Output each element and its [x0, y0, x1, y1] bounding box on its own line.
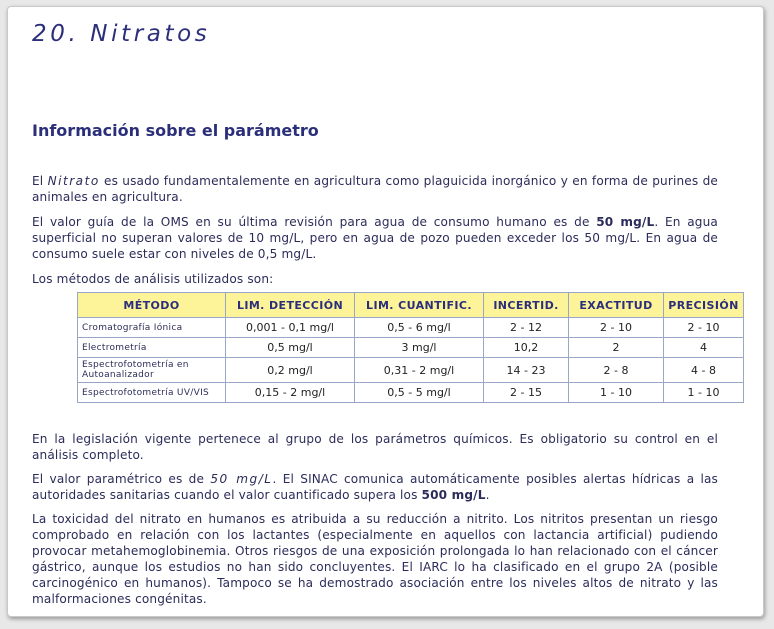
paragraph-parametric-value: El valor paramétrico es de 50 mg/L. El SINAC comunica automáticamente posibles alertas hídricas a las autoridades sanitarias cuando el valor cuantificado supera los 500 mg/L.: [32, 472, 718, 502]
uncertainty-cell: 2 - 15: [484, 383, 569, 403]
guide-value: 50 mg/L: [596, 215, 655, 229]
paragraph-guide-value: El valor guía de la OMS en su última revisión para agua de consumo humano es de 50 mg/L. En agua superficial no superan valores de 10 mg/L, pero en agua de pozo pueden exceder los 50 mg/L. En agua de consumo suele estar con niveles de 0,5 mg/L.: [32, 215, 718, 261]
document-card: [7, 6, 764, 617]
header-detection-limit: LIM. DETECCIÓN: [226, 293, 355, 318]
alert-threshold: 500 mg/L: [421, 488, 486, 502]
method-cell: Espectrofotometría en Autoanalizador: [78, 358, 226, 383]
table-header-row: [78, 293, 744, 318]
method-cell: Espectrofotometría UV/VIS: [78, 383, 226, 403]
table-row: [78, 318, 744, 338]
detection-cell: 0,2 mg/l: [226, 358, 355, 383]
accuracy-cell: 2: [569, 338, 664, 358]
precision-cell: 1 - 10: [664, 383, 744, 403]
method-cell: Cromatografía Iónica: [78, 318, 226, 338]
quantification-cell: 0,5 - 5 mg/l: [355, 383, 484, 403]
header-precision: PRECISIÓN: [664, 293, 744, 318]
paragraph-methods-intro: Los métodos de análisis utilizados son:: [32, 272, 274, 286]
uncertainty-cell: 2 - 12: [484, 318, 569, 338]
detection-cell: 0,5 mg/l: [226, 338, 355, 358]
table-row: [78, 338, 744, 358]
quantification-cell: 0,31 - 2 mg/l: [355, 358, 484, 383]
header-method: MÉTODO: [78, 293, 226, 318]
uncertainty-cell: 10,2: [484, 338, 569, 358]
accuracy-cell: 2 - 10: [569, 318, 664, 338]
method-cell: Electrometría: [78, 338, 226, 358]
paragraph-legislation: En la legislación vigente pertenece al grupo de los parámetros químicos. Es obligatorio su control en el análisis completo.: [32, 432, 718, 462]
quantification-cell: 0,5 - 6 mg/l: [355, 318, 484, 338]
accuracy-cell: 2 - 8: [569, 358, 664, 383]
precision-cell: 4: [664, 338, 744, 358]
uncertainty-cell: 14 - 23: [484, 358, 569, 383]
info-subtitle: Información sobre el parámetro: [32, 121, 319, 140]
section-title: 20. Nitratos: [32, 21, 211, 47]
header-uncertainty: INCERTID.: [484, 293, 569, 318]
header-accuracy: EXACTITUD: [569, 293, 664, 318]
paragraph-description: El Nitrato es usado fundamentalemente en agricultura como plaguicida inorgánico y en forma de purines de animales en agricultura.: [32, 174, 718, 204]
detection-cell: 0,15 - 2 mg/l: [226, 383, 355, 403]
table-row: [78, 383, 744, 403]
precision-cell: 4 - 8: [664, 358, 744, 383]
quantification-cell: 3 mg/l: [355, 338, 484, 358]
header-quantification-limit: LIM. CUANTIFIC.: [355, 293, 484, 318]
table-row: [78, 358, 744, 383]
methods-table: [77, 292, 744, 403]
parameter-name: Nitrato: [47, 174, 100, 188]
parametric-value: 50 mg/L: [210, 472, 273, 486]
accuracy-cell: 1 - 10: [569, 383, 664, 403]
precision-cell: 2 - 10: [664, 318, 744, 338]
paragraph-toxicity: La toxicidad del nitrato en humanos es atribuida a su reducción a nitrito. Los nitritos presentan un riesgo comprobado en relación con los lactantes (especialmente en aquellos con lactancia artificial) pudiendo provocar metahemoglobinemia. Otros riesgos de una exposición prolongada lo han relacionado con el cáncer gástrico, aunque los estudios no han sido concluyentes. El IARC lo ha clasificado en el grupo 2A (posible carcinogénico en humanos). Tampoco se ha demostrado asociación entre los niveles altos de nitrato y las malformaciones congénitas.: [32, 512, 718, 606]
detection-cell: 0,001 - 0,1 mg/l: [226, 318, 355, 338]
